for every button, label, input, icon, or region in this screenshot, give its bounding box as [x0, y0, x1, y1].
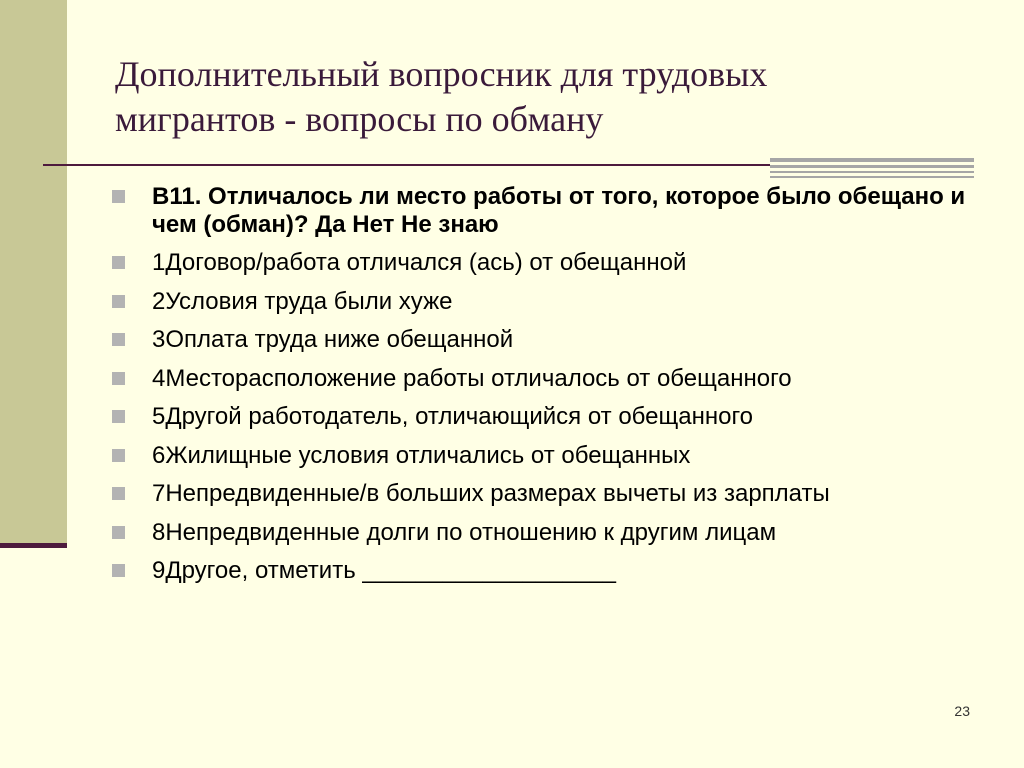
square-bullet-icon [112, 295, 125, 308]
list-item-text: 8Непредвиденные долги по отношению к другим лицам [152, 518, 777, 546]
list-item-text: 1Договор/работа отличался (ась) от обещанной [152, 249, 687, 276]
slide-title-line-1: Дополнительный вопросник для трудовых [115, 54, 768, 94]
list-item-option-2 [112, 288, 992, 316]
square-bullet-icon [112, 487, 125, 500]
list-item-text: 6Жилищные условия отличались от обещанных [152, 441, 691, 469]
square-bullet-icon [112, 410, 125, 423]
list-item-option-5 [112, 403, 992, 431]
slide-number: 23 [954, 703, 970, 719]
accent-bar [770, 171, 974, 173]
list-item-text: 7Непредвиденные/в больших размерах вычеты из зарплаты [152, 480, 830, 507]
list-item-text: 9Другое, отметить ___________________ [152, 557, 616, 584]
list-item-option-1 [112, 249, 992, 277]
list-item-option-6 [112, 442, 992, 470]
slide-title [115, 52, 975, 142]
list-item-text: 5Другой работодатель, отличающийся от обещанного [152, 403, 754, 430]
list-item-text: 4Месторасположение работы отличалось от обещанного [152, 364, 792, 392]
list-item-text: B11. Отличалось ли место работы от того, которое было обещано и чем (обман)? Да Нет Не знаю [152, 183, 966, 238]
accent-bar [770, 176, 974, 178]
square-bullet-icon [112, 256, 125, 269]
square-bullet-icon [112, 449, 125, 462]
square-bullet-icon [112, 190, 125, 203]
accent-bar [770, 158, 974, 162]
square-bullet-icon [112, 372, 125, 385]
list-item-text: 3Оплата труда ниже обещанной [152, 326, 514, 353]
square-bullet-icon [112, 526, 125, 539]
square-bullet-icon [112, 564, 125, 577]
square-bullet-icon [112, 333, 125, 346]
left-band-rule [0, 543, 67, 548]
question-list [112, 183, 992, 596]
list-item-option-4 [112, 365, 992, 393]
left-decorative-band [0, 0, 67, 545]
list-item-option-7 [112, 480, 992, 508]
title-underline [43, 164, 770, 166]
list-item-question [112, 183, 992, 239]
list-item-option-3 [112, 326, 992, 354]
list-item-option-8 [112, 519, 992, 547]
title-accent-bars [770, 158, 974, 178]
list-item-option-9 [112, 557, 992, 585]
slide-title-line-2: мигрантов - вопросы по обману [115, 99, 604, 139]
list-item-text: 2Условия труда были хуже [152, 287, 453, 315]
accent-bar [770, 165, 974, 168]
